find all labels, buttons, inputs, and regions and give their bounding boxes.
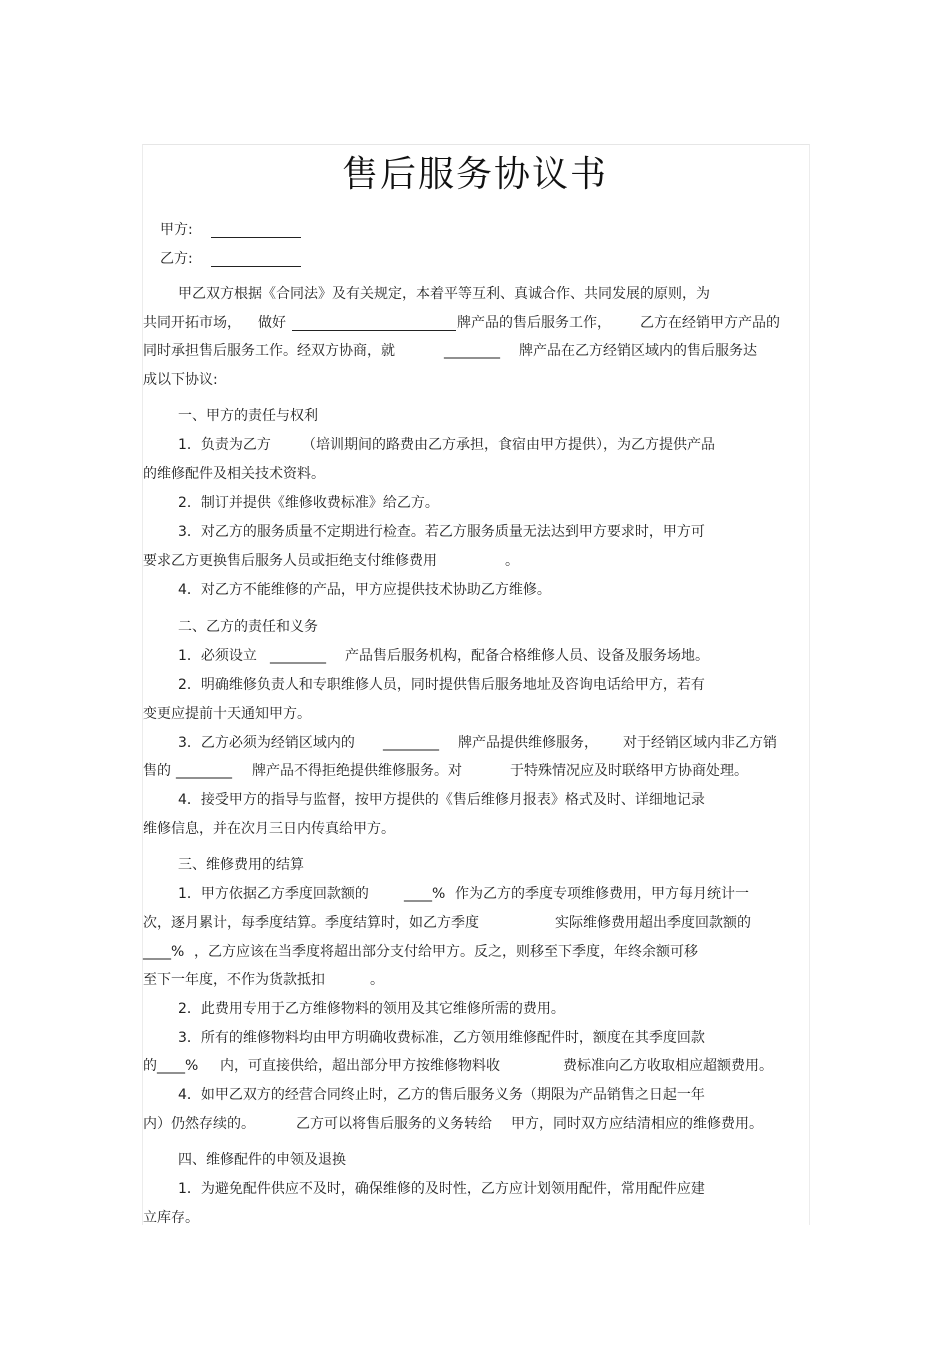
s1-item-2: 2．制订并提供《维修收费标准》给乙方。 — [178, 495, 439, 511]
s3-item-3d: 费标准向乙方收取相应超额费用。 — [563, 1058, 773, 1074]
s2-item-2b: 变更应提前十天通知甲方。 — [143, 706, 311, 722]
party-a-blank — [211, 222, 301, 238]
s3-item-3a: 3．所有的维修物料均由甲方明确收费标准，乙方领用维修配件时，额度在其季度回款 — [178, 1030, 705, 1046]
section-1-heading: 一、甲方的责任与权利 — [178, 408, 318, 424]
s3-item-1a: 1．甲方依据乙方季度回款额的 — [178, 886, 369, 902]
s3-item-1c: 作为乙方的季度专项维修费用，甲方每月统计一 — [455, 886, 749, 902]
s3-item-3c: 内，可直接供给，超出部分甲方按维修物料收 — [220, 1058, 500, 1074]
party-b-blank — [211, 251, 301, 267]
intro-line-2c: 牌产品的售后服务工作， — [457, 315, 611, 331]
s3-item-4d: 甲方，同时双方应结清相应的维修费用。 — [511, 1116, 763, 1132]
s2-item-3c: 牌产品提供维修服务， — [458, 735, 598, 751]
intro-line-3a: 同时承担售后服务工作。经双方协商，就 — [143, 343, 395, 359]
s2-item-1c: 产品售后服务机构，配备合格维修人员、设备及服务场地。 — [345, 648, 709, 664]
s2-item-4a: 4．接受甲方的指导与监督，按甲方提供的《售后维修月报表》格式及时、详细地记录 — [178, 792, 705, 808]
s3-item-4a: 4．如甲乙双方的经营合同终止时，乙方的售后服务义务（期限为产品销售之日起一年 — [178, 1087, 705, 1103]
s2-item-1b: ________ — [270, 648, 326, 664]
s1-item-3a: 3．对乙方的服务质量不定期进行检查。若乙方服务质量无法达到甲方要求时，甲方可 — [178, 524, 705, 540]
s1-item-1b: （培训期间的路费由乙方承担，食宿由甲方提供），为乙方提供产品 — [302, 437, 715, 453]
s2-item-3b: ________ — [383, 735, 439, 751]
s3-item-1f: ____% — [143, 944, 185, 960]
s2-item-1a: 1．必须设立 — [178, 648, 257, 664]
s2-item-3e: 售的 — [143, 763, 171, 779]
s2-item-3g: 牌产品不得拒绝提供维修服务。对 — [252, 763, 462, 779]
s1-item-1c: 的维修配件及相关技术资料。 — [143, 466, 325, 482]
party-b-label: 乙方: — [160, 251, 193, 267]
party-b-line — [160, 249, 193, 269]
s2-item-2a: 2．明确维修负责人和专职维修人员，同时提供售后服务地址及咨询电话给甲方，若有 — [178, 677, 705, 693]
s2-item-3h: 于特殊情况应及时联络甲方协商处理。 — [510, 763, 748, 779]
party-a-line — [160, 220, 193, 240]
s3-item-1h: 至下一年度，不作为货款抵扣 — [143, 972, 325, 988]
s2-item-3a: 3．乙方必须为经销区域内的 — [178, 735, 355, 751]
s2-item-3d: 对于经销区域内非乙方销 — [623, 735, 777, 751]
s1-item-3c: 。 — [505, 553, 519, 569]
document-title: 售后服务协议书 — [341, 154, 608, 195]
s3-item-4b: 内）仍然存续的。 — [143, 1116, 255, 1132]
s1-item-4: 4．对乙方不能维修的产品，甲方应提供技术协助乙方维修。 — [178, 582, 551, 598]
party-a-label: 甲方: — [160, 222, 193, 238]
section-3-heading: 三、维修费用的结算 — [178, 857, 304, 873]
s4-item-1a: 1．为避免配件供应不及时，确保维修的及时性，乙方应计划领用配件，常用配件应建 — [178, 1181, 705, 1197]
s3-item-1d: 次，逐月累计，每季度结算。季度结算时，如乙方季度 — [143, 915, 479, 931]
intro-line-3c: 牌产品在乙方经销区域内的售后服务达 — [519, 343, 757, 359]
intro-line-2d: 乙方在经销甲方产品的 — [640, 315, 780, 331]
s1-item-1a: 1．负责为乙方 — [178, 437, 271, 453]
s3-item-3b: 的____% — [143, 1058, 199, 1074]
intro-line-3b: ________ — [444, 343, 500, 359]
brand-blank — [292, 315, 456, 331]
s3-item-1g: ，乙方应该在当季度将超出部分支付给甲方。反之，则移至下季度，年终余额可移 — [194, 944, 698, 960]
s3-item-1e: 实际维修费用超出季度回款额的 — [555, 915, 751, 931]
s2-item-4b: 维修信息，并在次月三日内传真给甲方。 — [143, 821, 395, 837]
s4-item-1b: 立库存。 — [143, 1210, 199, 1226]
intro-line-2b: 做好 — [258, 315, 286, 331]
s2-item-3f: ________ — [176, 763, 232, 779]
section-2-heading: 二、乙方的责任和义务 — [178, 619, 318, 635]
intro-line-4: 成以下协议: — [143, 372, 218, 388]
section-4-heading: 四、维修配件的申领及退换 — [178, 1152, 346, 1168]
s3-item-1b: ____% — [404, 886, 446, 902]
s3-item-4c: 乙方可以将售后服务的义务转给 — [296, 1116, 492, 1132]
s3-item-2: 2．此费用专用于乙方维修物料的领用及其它维修所需的费用。 — [178, 1001, 565, 1017]
s1-item-3b: 要求乙方更换售后服务人员或拒绝支付维修费用 — [143, 553, 437, 569]
s3-item-1i: 。 — [370, 972, 384, 988]
intro-line-2a: 共同开拓市场， — [143, 315, 241, 331]
intro-line-1: 甲乙双方根据《合同法》及有关规定，本着平等互利、真诚合作、共同发展的原则，为 — [178, 286, 710, 302]
